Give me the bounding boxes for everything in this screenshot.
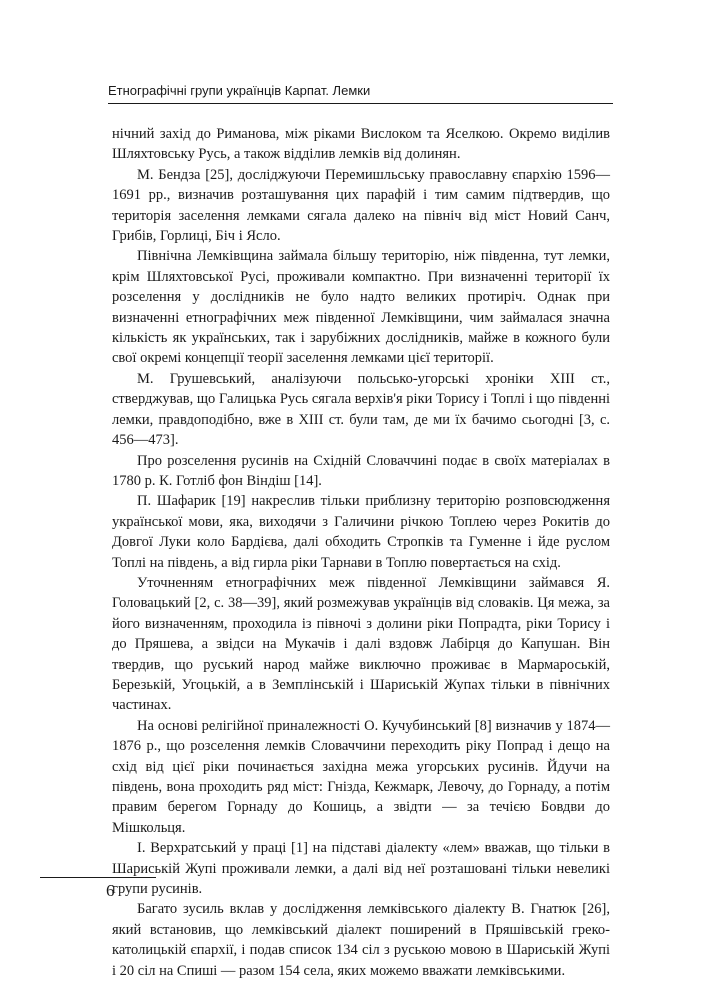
paragraph: Про розселення русинів на Східній Словаччині подає в своїх матеріалах в 1780 р. К. Готліб фон Віндіш [14].: [112, 452, 610, 489]
body-text: [112, 124, 610, 981]
page-number: 6: [106, 881, 115, 900]
paragraph: М. Грушевський, аналізуючи польсько-угорські хроніки XIII ст., стверджував, що Галицька Русь сягала верхів'я ріки Торису і Топлі і що південні лемки, правдоподібно, вже в XIII ст. були там, де ми їх бачимо сьогодні [3, с. 456—473].: [112, 370, 610, 449]
paragraph: На основі релігійної приналежності О. Кучубинський [8] визначив у 1874—1876 р., що розселення лемків Словаччини переходить ріку Попрад і дещо на схід від цієї ріки починається західна межа угорських русинів. Йдучи на південь, вона проходить ряд міст: Гнізда, Кежмарк, Левочу, до Горнаду, а потім правим берегом Горнаду до Кошиць, а звідти — за течією Бовдви до Мішкольця.: [112, 717, 610, 836]
paragraph: М. Бендза [25], досліджуючи Перемишльську православну єпархію 1596—1691 рр., визначив розташування цих парафій і тим самим підтвердив, що територія заселення лемками сягала далеко на північ від міст Новий Санч, Грибів, Горлиці, Біч і Ясло.: [112, 166, 610, 245]
paragraph: Багато зусиль вклав у дослідження лемківського діалекту В. Гнатюк [26], який встановив, що лемківський діалект поширений в Пряшівській греко-католицькій єпархії, і подав список 134 сіл з руською мовою в Шариській Жупі і 20 сіл на Спиші — разом 154 села, яких можемо вважати лемківськими.: [112, 901, 610, 979]
paragraph: Уточненням етнографічних меж південної Лемківщини займався Я. Головацький [2, с. 38—39], який розмежував українців від словаків. Ця межа, за його визначенням, проходила із півночі з долини ріки Попрадта, ріки Торису і до Пряшева, а звідси на Мукачів і далі вздовж Лабірця до Капушан. Він твердив, що руський народ майже виключно проживає в Мармароській, Березькій, Угоцькій, а в Земплінській і Шариській Жупах тільки в північних частинах.: [112, 574, 610, 714]
running-head: Етнографічні групи українців Карпат. Лемки: [108, 83, 371, 98]
paragraph: нічний захід до Риманова, між ріками Вислоком та Яселкою. Окремо виділив Шляхтовську Русь, а також відділив лемків від долинян.: [112, 126, 610, 163]
paragraph: П. Шафарик [19] накреслив тільки приблизну територію розповсюдження української мови, яка, виходячи з Галичини річкою Топлею через Рокитів до Довгої Луки коло Бардієва, далі обходить Стропків та Гуменне і йде руслом Топлі на південь, а від гирла ріки Тарнави в Топлю повертається на схід.: [112, 493, 610, 571]
footer-rule: [40, 877, 156, 878]
paragraph: Північна Лемківщина займала більшу територію, ніж південна, тут лемки, крім Шляхтовської Русі, проживали компактно. При визначенні території їх розселення у дослідників не було надто великих протиріч. Однак при визначенні етнографічних меж південної Лемківщини, чим займалася значна кількість як українських, так і зарубіжних дослідників, майже в кожного були свої окремі концепції теорії заселення лемками цієї території.: [112, 248, 610, 367]
header-rule: [108, 103, 613, 104]
paragraph: І. Верхратський у праці [1] на підставі діалекту «лем» вважав, що тільки в Шариській Жупі проживали лемки, а далі від неї розташовані тільки невеликі групи русинів.: [112, 840, 610, 898]
